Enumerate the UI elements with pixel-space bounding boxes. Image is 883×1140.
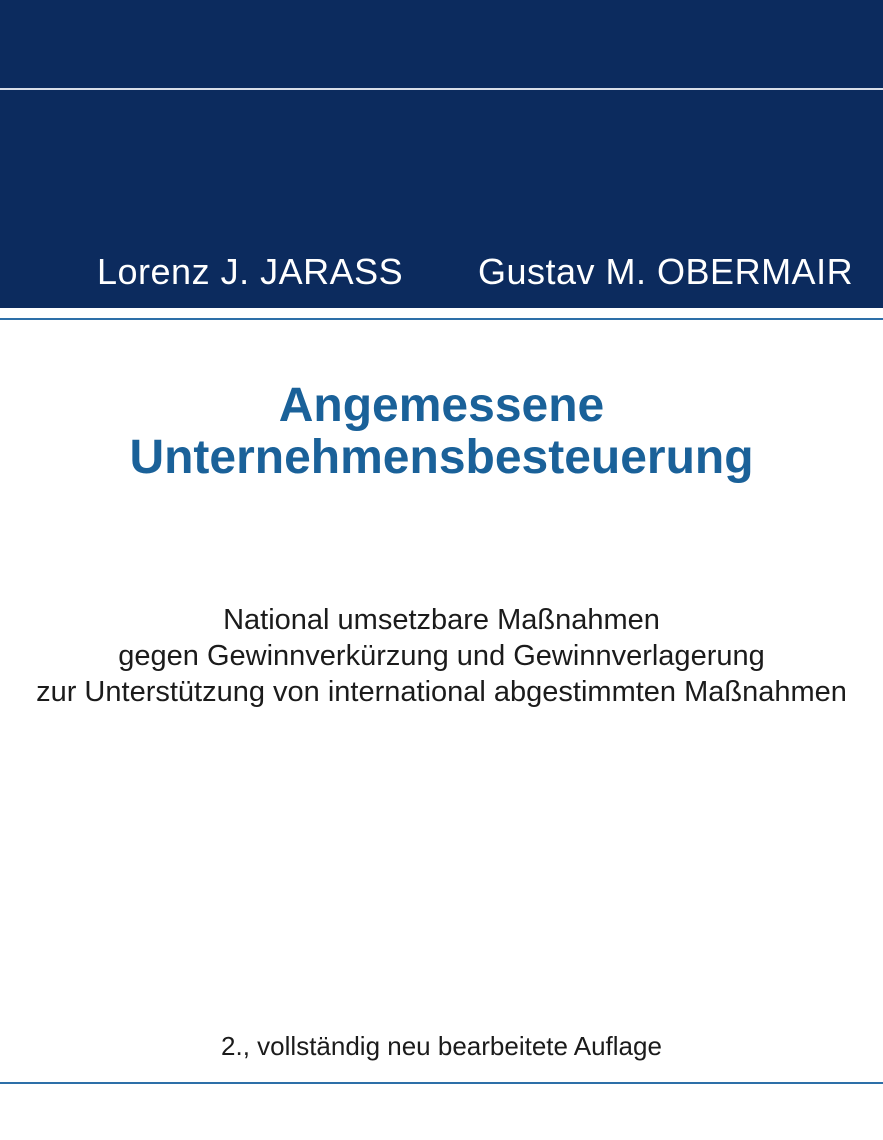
author-name-1: Lorenz J. JARASS — [97, 251, 404, 292]
book-title-line-2: Unternehmensbesteuerung — [129, 431, 754, 484]
author-name-2: Gustav M. OBERMAIR — [478, 251, 854, 292]
book-subtitle-line-3: zur Unterstützung von international abgestimmten Maßnahmen — [36, 676, 847, 708]
book-title-line-1: Angemessene — [278, 379, 605, 432]
divider-line-top — [0, 318, 883, 320]
book-subtitle-line-1: National umsetzbare Maßnahmen — [223, 604, 660, 636]
book-subtitle — [0, 602, 883, 710]
edition-note: 2., vollständig neu bearbeitete Auflage — [221, 1031, 662, 1061]
cover-header-band — [0, 0, 883, 308]
divider-line-bottom — [0, 1082, 883, 1084]
book-title — [0, 380, 883, 484]
book-subtitle-line-2: gegen Gewinnverkürzung und Gewinnverlagerung — [118, 640, 765, 672]
header-divider — [0, 88, 883, 90]
